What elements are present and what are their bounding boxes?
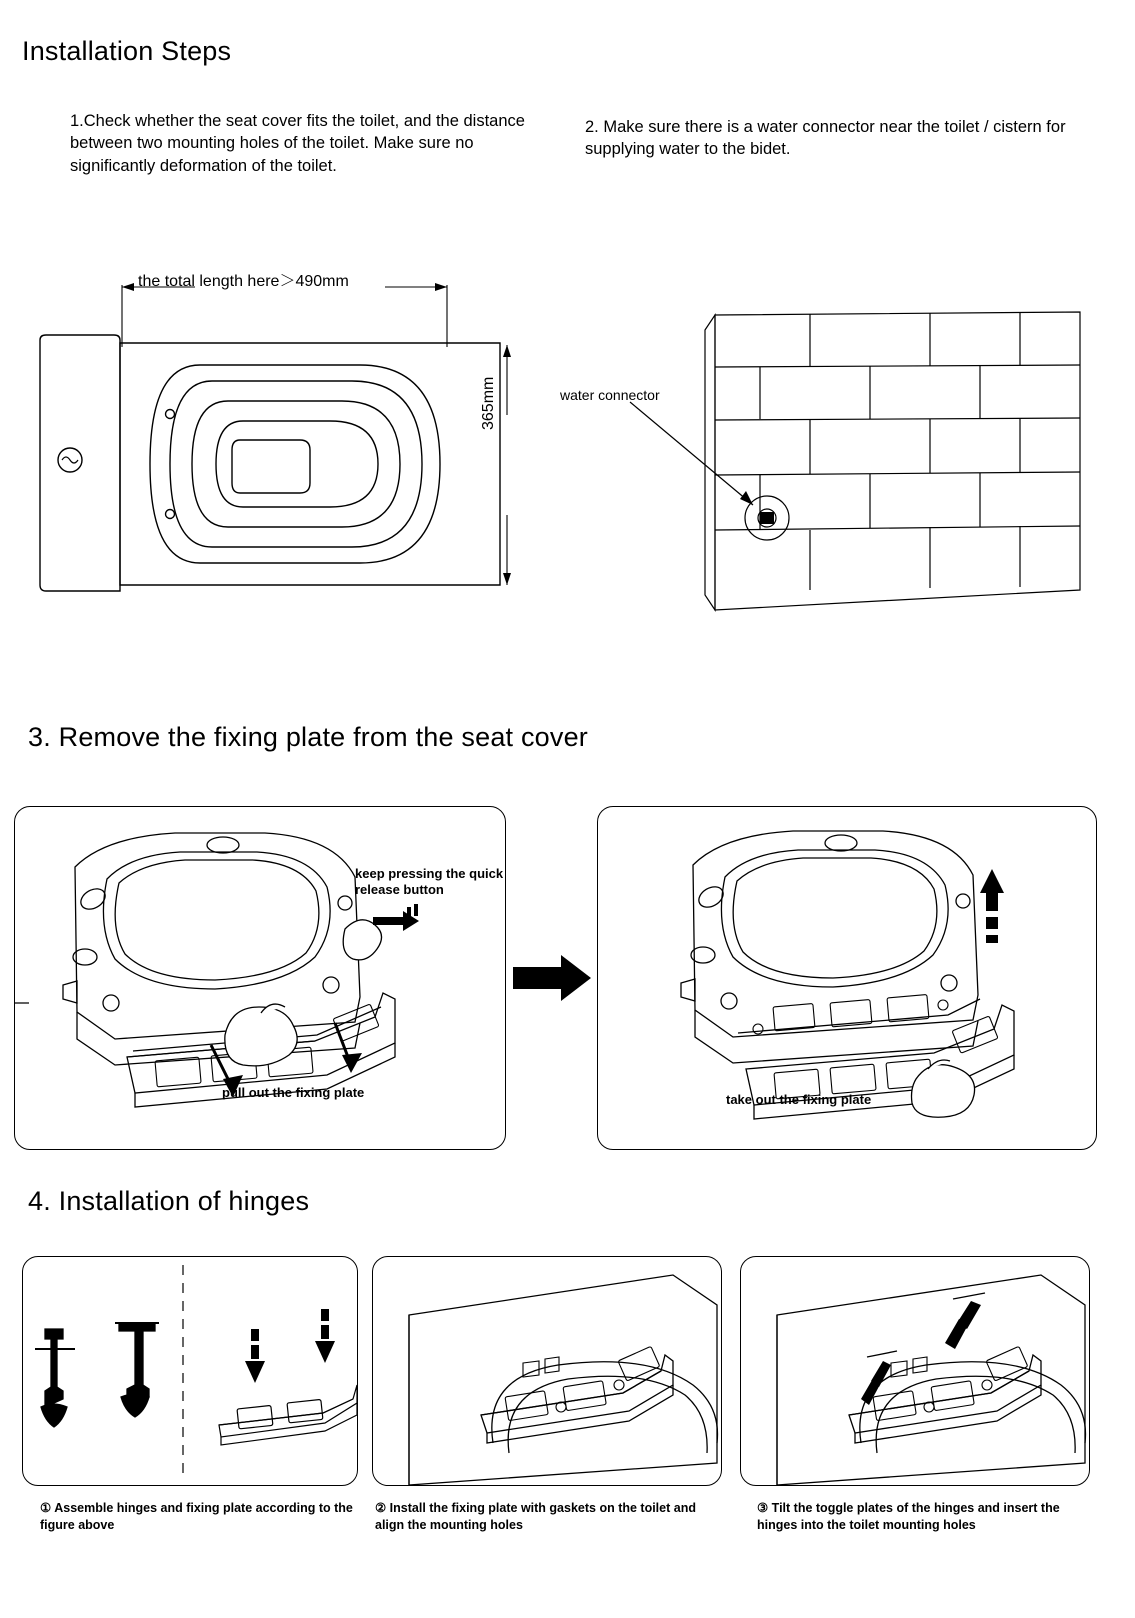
step4-caption-3: ③ Tilt the toggle plates of the hinges and insert the hinges into the toilet mounting holes — [757, 1501, 1060, 1532]
step4-panel-2 — [372, 1256, 722, 1486]
step-2-text: 2. Make sure there is a water connector near the toilet / cistern for supplying water to the bidet. — [585, 118, 1066, 159]
wall-water-connector-diagram — [560, 290, 1120, 630]
step3-caption-right: take out the fixing plate — [726, 1092, 872, 1107]
step-4-heading: 4. Installation of hinges — [28, 1186, 310, 1216]
step-3-heading: 3. Remove the fixing plate from the seat cover — [28, 722, 588, 752]
step-1-text: 1.Check whether the seat cover fits the toilet, and the distance between two mounting holes of the toilet. Make sure no significantly deformation of the toilet. — [70, 112, 525, 175]
page-title: Installation Steps — [22, 36, 232, 66]
step3-flow-arrow — [513, 955, 593, 1001]
toilet-topview-diagram — [0, 255, 560, 625]
keep-pressing-label: keep pressing the quick release button — [355, 866, 504, 898]
step3-caption-left: pull out the fixing plate — [222, 1085, 365, 1100]
water-connector-label: water connector — [560, 387, 660, 403]
dimension-height: 365mm — [480, 376, 497, 430]
dimension-total-length: the total length here＞490mm — [138, 273, 349, 290]
step4-caption-2: ② Install the fixing plate with gaskets on the toilet and align the mounting holes — [375, 1501, 696, 1532]
step4-caption-1: ① Assemble hinges and fixing plate according to the figure above — [40, 1501, 353, 1532]
step4-panel-3 — [740, 1256, 1090, 1486]
step4-panel-1 — [22, 1256, 358, 1486]
